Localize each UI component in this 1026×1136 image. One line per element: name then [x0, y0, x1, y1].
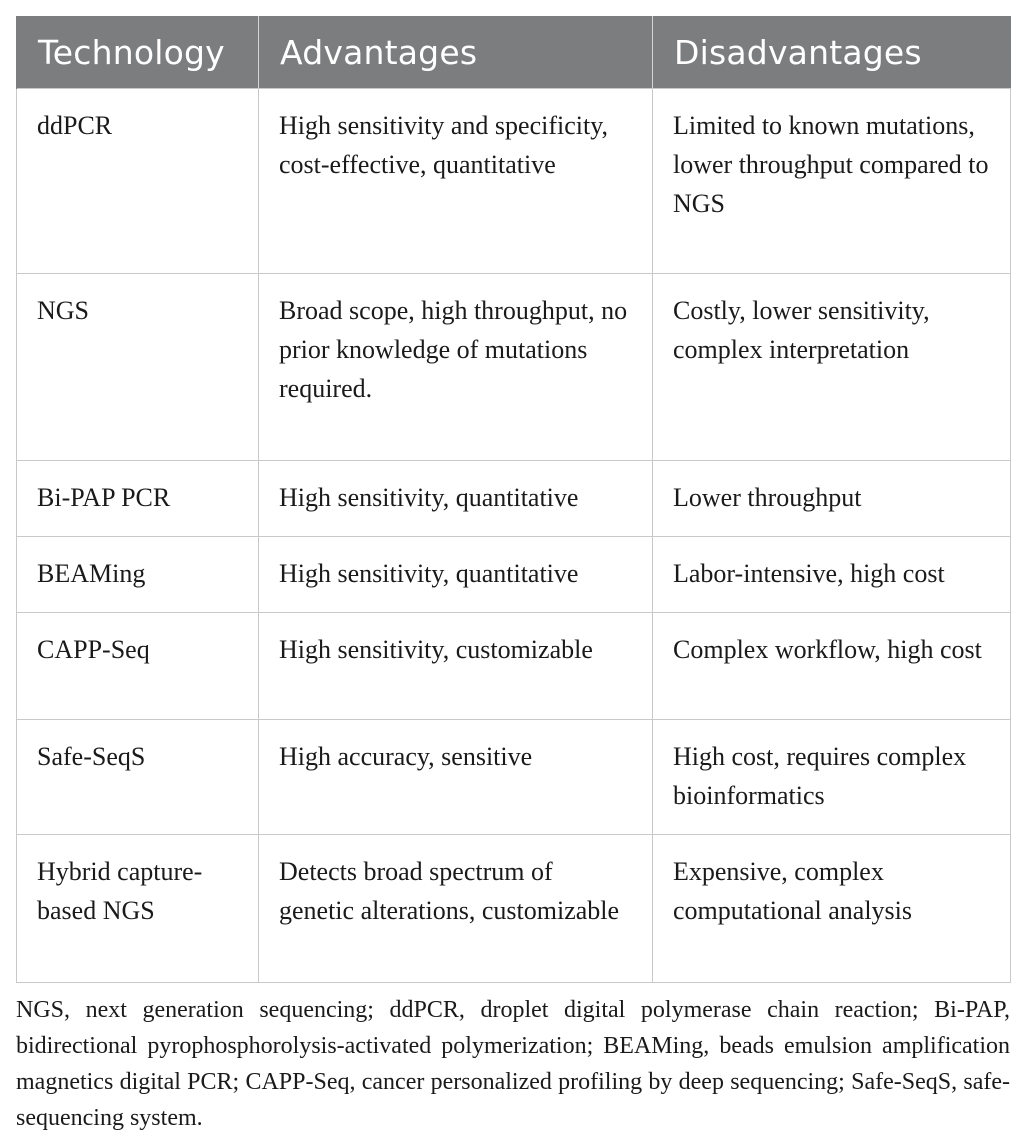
table-row	[17, 613, 1011, 720]
table-row	[17, 274, 1011, 461]
cell-technology: BEAMing	[17, 537, 259, 613]
cell-advantages: Broad scope, high throughput, no prior knowledge of mutations required.	[259, 274, 653, 461]
table-row	[17, 835, 1011, 983]
cell-technology: ddPCR	[17, 89, 259, 274]
table-row	[17, 537, 1011, 613]
cell-technology: Hybrid capture-based NGS	[17, 835, 259, 983]
cell-advantages: High sensitivity, customizable	[259, 613, 653, 720]
cell-disadvantages: Expensive, complex computational analysis	[653, 835, 1011, 983]
table-footnote: NGS, next generation sequencing; ddPCR, droplet digital polymerase chain reaction; Bi-PAP, bidirectional pyrophosphorolysis-activated polymerization; BEAMing, beads emulsion amplification magnetics digital PCR; CAPP-Seq, cancer personalized profiling by deep sequencing; Safe-SeqS, safe-sequencing system.	[16, 997, 1010, 1131]
table-header-row	[17, 16, 1011, 89]
cell-disadvantages: Lower throughput	[653, 461, 1011, 537]
cell-technology: Bi-PAP PCR	[17, 461, 259, 537]
table-row	[17, 89, 1011, 274]
header-disadvantages: Disadvantages	[653, 16, 1011, 89]
cell-advantages: High sensitivity, quantitative	[259, 537, 653, 613]
cell-disadvantages: Labor-intensive, high cost	[653, 537, 1011, 613]
cell-advantages: Detects broad spectrum of genetic alterations, customizable	[259, 835, 653, 983]
cell-advantages: High accuracy, sensitive	[259, 720, 653, 835]
cell-technology: NGS	[17, 274, 259, 461]
cell-advantages: High sensitivity and specificity, cost-effective, quantitative	[259, 89, 653, 274]
table-row	[17, 720, 1011, 835]
header-advantages: Advantages	[259, 16, 653, 89]
technology-comparison-table	[16, 16, 1011, 983]
header-technology: Technology	[17, 16, 259, 89]
cell-disadvantages: Limited to known mutations, lower throughput compared to NGS	[653, 89, 1011, 274]
cell-advantages: High sensitivity, quantitative	[259, 461, 653, 537]
cell-technology: CAPP-Seq	[17, 613, 259, 720]
cell-disadvantages: High cost, requires complex bioinformatics	[653, 720, 1011, 835]
table-container	[16, 16, 1010, 983]
cell-disadvantages: Costly, lower sensitivity, complex interpretation	[653, 274, 1011, 461]
cell-disadvantages: Complex workflow, high cost	[653, 613, 1011, 720]
cell-technology: Safe-SeqS	[17, 720, 259, 835]
table-row	[17, 461, 1011, 537]
